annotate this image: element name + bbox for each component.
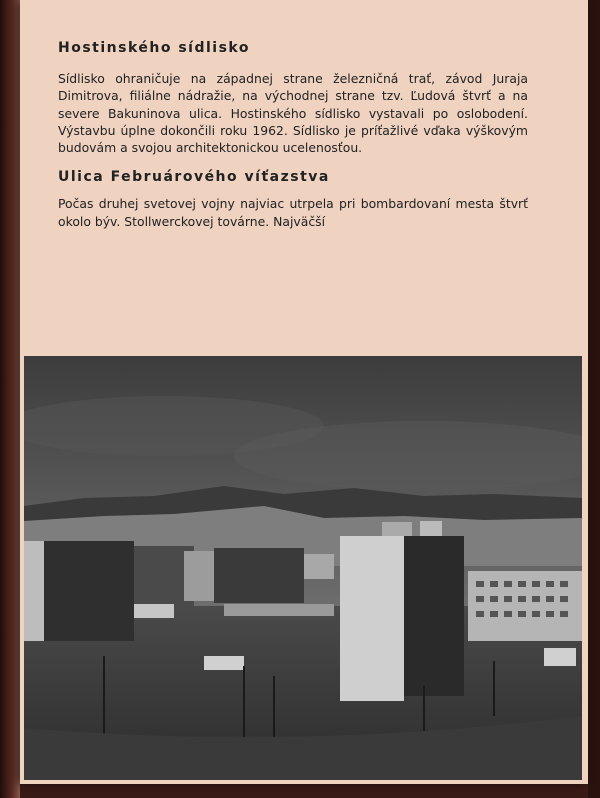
- book-spine-shadow: [0, 0, 20, 798]
- tower-roof: [420, 521, 442, 536]
- low-building: [224, 604, 334, 616]
- small-hut: [204, 656, 244, 670]
- section-paragraph-februaroveho: Počas druhej svetovej vojny najviac utrpela pri bombardovaní mesta štvrť okolo býv. Stollwerckovej továrne. Najväčší: [58, 196, 528, 229]
- low-building: [134, 604, 174, 618]
- building-row: [214, 548, 304, 603]
- housing-estate-photo: [24, 356, 582, 780]
- book-edge: [588, 0, 600, 798]
- section-paragraph-hostinskeho: Sídlisko ohraničuje na západnej strane železničná trať, závod Juraja Dimitrova, filiálne nádražie, na východnej strane tzv. Ľudová štvrť a na severe Bakuninova ulica. Hostinského sídlisko vystavali po oslobodení. Výstavbu úplne dokončili roku 1962. Sídlisko je príťažlivé vďaka výškovým budovám a svojou architektonickou ucelenosťou.: [58, 71, 528, 156]
- small-hut-right: [544, 648, 576, 666]
- building-small: [184, 551, 214, 601]
- photo-illustration: [24, 356, 582, 780]
- tower-dark-face: [404, 536, 464, 696]
- text-block: [58, 40, 528, 230]
- tower-light-face: [340, 536, 404, 701]
- building-left: [44, 541, 134, 641]
- tower-roof: [382, 522, 412, 536]
- building-left-edge: [24, 541, 44, 641]
- section-heading-hostinskeho: Hostinského sídlisko: [58, 40, 250, 56]
- section-heading-februaroveho: Ulica Februárového víťazstva: [58, 169, 330, 186]
- building-light: [304, 554, 334, 579]
